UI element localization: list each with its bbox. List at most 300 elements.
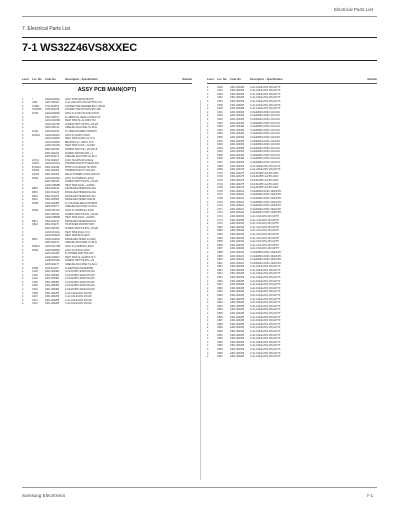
cell-code: 2401-000295 [230,304,245,308]
cell-desc: BRACKET-IC;-,SECC,T0.8 [65,140,94,144]
cell-loc: C602 [217,143,223,147]
cell-loc: C812 [217,265,223,269]
cell-desc: THERMISTOR-PTC;D0,20C [65,169,96,173]
cell-loc: C808 [217,250,223,254]
cell-loc: D861 [32,237,38,241]
cell-level: 2 [207,128,209,132]
cell-desc: ASSY-IC;JUNO,32,SUB,JUNO4 [65,111,99,115]
cell-level: 2 [22,209,24,212]
cell-code: 0402-001128 [45,191,59,195]
cell-level: 2 [207,96,209,100]
cell-loc: IC802 [32,266,39,270]
cell-desc: C-CERAMIC,DISC;1nF,10% [250,128,280,132]
cell-level: 2 [207,92,209,96]
cell-code: AA94-02380A [45,237,60,241]
cell-code: 2201-000466 [230,157,245,161]
column-divider [200,100,201,480]
cell-code: AA60-000705 [45,122,60,126]
cell-desc: C-AL;100uF,20%,16V,GP,TP [250,286,281,290]
cell-loc: C150 [32,280,38,284]
cell-desc: C-CERAMIC,DISC;1nF,10% [250,143,280,147]
cell-level: 2 [207,315,209,319]
cell-level: 2 [207,304,209,308]
cell-level: 2 [207,132,209,136]
cell-desc: C-AL;100uF,20%,16V,GP,TP [250,351,281,355]
cell-level: 2 [207,99,209,103]
cell-level: 2 [207,211,209,215]
cell-desc: C-FILM,MPF;1uF,5%,100V [250,179,279,183]
table-row [22,302,192,306]
cell-code: 2401-000295 [230,340,245,344]
cell-desc: DIODE-RECTIFIER;1A,600V [65,237,96,241]
cell-desc: SCREW-TAPTITE;RH,+,2S,M3 [65,212,99,216]
cell-desc: C-AL;100uF,20%,16V,GP,TP [250,329,281,333]
cell-level: 2 [207,121,209,125]
cell-desc: HEAT SINK;SL,AL,6063,T2.0 [65,119,97,123]
cell-level: 2 [22,129,24,133]
cell-code: 2201-000466 [230,117,245,121]
cell-desc: GREASE-SILICONE;YG-6111 [65,205,97,209]
cell-loc: C403 [217,117,223,121]
cell-level: 2 [22,291,24,295]
cell-loc: C837 [217,355,223,359]
cell-code: 2301-000275 [230,186,245,190]
cell-desc: C-AL;100uF,20%,16V,GP,TP [250,290,281,294]
cell-loc: C609 [217,168,223,172]
cell-code: 2401-000295 [230,319,245,323]
cell-code: 2401-000046 [230,229,245,233]
cell-level: 3 [22,144,24,148]
cell-loc: C802 [217,229,223,233]
cell-code: 2201-000221 [230,261,245,265]
cell-code: AA61-00179M [45,244,61,248]
cell-code: AA94-04933A [45,176,60,180]
column-header [207,78,377,84]
cell-desc: C-AL;100uF,20%,16V,GP,TP [250,340,281,344]
cell-desc: C-AL;100uF,20%,16V,GP,TP [250,283,281,287]
cell-level: 2 [207,168,209,172]
cell-loc: C301 [32,288,38,292]
cell-code: 2201-000221 [230,211,245,215]
cell-code: 2301-000275 [230,175,245,179]
parts-list-left [22,98,192,306]
cell-desc: ASSY-IC;COMPLEX,JUNO [65,176,94,180]
cell-desc: C-CERAMIC,DISC;1nF,10% [250,132,280,136]
cell-loc: C705 [217,186,223,190]
cell-code: 2401-000295 [230,337,245,341]
cell-level: 2 [22,173,24,177]
cell-desc: DIODE-RECTIFIER;RGL34G [65,187,97,191]
cell-level: 2 [207,340,209,344]
cell-loc: C811 [217,261,223,265]
cell-desc: IC-VIDEO/ICOMBO;TDA9376 [65,129,97,133]
cell-loc: C702 [217,175,223,179]
cell-loc: C835 [217,347,223,351]
cell-loc: C221 [217,89,223,93]
cell-desc: DIODE-RECTIFIER;1N4148 [65,198,96,202]
cell-level: 2 [207,290,209,294]
cell-loc: C401 [217,110,223,114]
cell-code: 2401-000046 [230,232,245,236]
cell-loc: IC805 [32,201,39,205]
cell-desc: C-AL;100uF,20%,16V,GP,TP [250,344,281,348]
cell-level: 3 [22,241,24,245]
cell-code: 1203-001288 [45,252,60,256]
cell-code: 2201-000466 [230,153,245,157]
cell-desc: HEAT SINK;DG2L,T2.0 [65,230,90,234]
cell-desc: C-CERAMIC,DISC;100pF,5% [250,207,282,211]
cell-loc: C502 [217,125,223,129]
cell-level: 2 [207,200,209,204]
cell-code: AA60-00010S [45,259,60,263]
cell-desc: C-CERAMIC,DISC;100pF,5% [250,204,282,208]
cell-level: 2 [207,261,209,265]
cell-level: 2 [207,286,209,290]
cell-loc: C833 [217,340,223,344]
cell-desc: C-AL;220uF,20%,16V,GP,TP [250,164,281,168]
cell-code: 2401-000295 [45,298,60,302]
cell-level: 2 [207,85,209,89]
cell-code: AA60-00010S [45,144,60,148]
cell-loc: IC803 [32,209,39,212]
cell-desc: CONNECTOR-HEADER;BOX,10P,1R [65,104,106,108]
cell-code: AA60-00859B [45,216,60,220]
cell-desc: C-CERAMIC,DISC;1nF,10% [250,117,280,121]
cell-desc: SCREW-TAPTITE;RH,+,2S,M3 [65,122,99,126]
cell-level: 3 [22,115,24,119]
footer-rule [22,487,377,488]
cell-loc: C305 [217,103,223,107]
cell-code: 2401-000295 [230,326,245,330]
cell-desc: C-AL;100uF,20%,16V,GP,TP [250,315,281,319]
cell-desc: DIODE-RECTIFIER;RGL34G [65,191,97,195]
parts-list-right [207,86,377,359]
cell-code: 2201-000466 [230,125,245,129]
page-title: 7-1 WS32Z46VS8XXEC [22,42,138,54]
cell-desc: SCREW-TAPTITE;RH,+,2S,M3 [65,180,99,184]
cell-code: 2301-000380 [45,277,60,281]
cell-desc: C-AL;100uF,20%,16V,GP,TP [250,103,281,107]
cell-level: 3 [22,226,24,230]
cell-desc: C-AL;100uF,20%,16V,GP,TP [250,304,281,308]
cell-loc: C707 [217,193,223,197]
cell-desc: C-AL;47uF,20%,16V,GP,TP [250,222,279,226]
cell-code: AA94-05210C [45,209,61,212]
cell-desc: C-AL;100uF,20%,16V,GP,TP [250,347,281,351]
cell-level: 3 [22,252,24,256]
cell-code: 2401-000046 [230,218,245,222]
cell-level: 2 [207,103,209,107]
cell-loc: C206 [32,291,38,295]
cell-loc: C122 [32,277,38,281]
cell-level: 2 [207,351,209,355]
cell-loc: C820 [217,294,223,298]
cell-desc: ASSY-IC;COMPLEX,JUNO [65,244,94,248]
cell-code: 2401-000046 [230,247,245,251]
cell-level: 2 [22,194,24,198]
col-loc-header: Loc. No. [32,78,43,81]
cell-loc: C709 [217,200,223,204]
cell-loc: IC401 [32,129,39,133]
cell-level: 2 [22,187,24,191]
cell-code: AA62-000917 [45,255,60,259]
cell-level: 2 [207,250,209,254]
cell-code: AA94-04908A [45,111,60,115]
cell-desc: SCREW-TAPPING;RH,+,1 [65,151,94,155]
cell-code: 3708-000378 [45,108,60,112]
cell-loc: PS810 [32,169,40,173]
cell-desc: C-AL;100uF,20%,16V,GP [65,291,92,295]
cell-loc: C810 [217,258,223,262]
cell-code: 2401-000295 [230,92,245,96]
cell-level: 2 [22,284,24,288]
cell-desc: TR-POWER;2SC5387,NPN [65,223,95,227]
cell-loc: D814 [32,219,38,223]
cell-desc: C-AL;100uF,20%,16V,GP [65,295,92,299]
cell-desc: DIODE-RECTIFIER;RGP10J [65,219,96,223]
cell-level: 2 [22,104,24,108]
cell-code: AA61-01995A [45,140,60,144]
cell-code: 2401-000295 [230,308,245,312]
cell-code: 2201-000221 [230,207,245,211]
cell-level: 3 [22,205,24,209]
col-desc-header: Description ; Specification [65,78,98,81]
cell-desc: C-CERAMIC,DISC;1nF,10% [250,135,280,139]
cell-code: 2401-000295 [230,89,245,93]
cell-desc: ASSY-IC;AUDIO,JUNO [65,133,90,137]
cell-code: 2401-000046 [230,225,245,229]
cell-code: 2401-000023 [45,101,60,105]
cell-level: 2 [207,114,209,118]
col-level-header: Level [22,78,29,81]
cell-desc: C-AL;100uF,20%,16V,GP,TP [250,308,281,312]
cell-desc: C-AL;100uF,20%,16V,GP,TP [250,96,281,100]
cell-level: 2 [207,312,209,315]
cell-code: 2201-000466 [230,135,245,139]
cell-level: 3 [22,183,24,187]
cell-loc: C807 [217,247,223,251]
cell-remark [364,355,377,359]
cell-code: AA94-00294A [45,97,60,101]
cell-level: 2 [207,204,209,208]
cell-level: 2 [22,108,24,112]
cell-code: 2401-000295 [230,329,245,333]
cell-loc: C828 [217,322,223,326]
cell-level: 2 [22,158,24,162]
cell-desc: C-AL;100uF,20%,16V,GP,TP [250,301,281,305]
cell-loc: C105 [32,270,38,274]
cell-code: 0402-001128 [45,187,59,191]
cell-code: 2301-000275 [230,182,245,186]
cell-loc: CON815 [32,108,42,112]
cell-loc: C804 [217,236,223,240]
cell-loc: C714 [217,218,223,222]
cell-desc: C-AL;100uF,20%,16V,GP,TP [250,337,281,341]
cell-code: 2201-000466 [230,114,245,118]
cell-level: 2 [207,279,209,283]
cell-level: 2 [207,229,209,233]
cell-code: 0205-001175 [45,262,59,266]
header-rule [22,16,377,17]
cell-level: 2 [207,214,209,218]
cell-level: 2 [207,125,209,129]
cell-code: 2301-000275 [230,179,245,183]
cell-code: 0402-000565 [45,198,60,202]
cell-code: 2401-000295 [230,99,245,103]
cell-desc: C-CERAMIC,DISC;100pF,5% [250,200,282,204]
cell-level: 2 [207,179,209,183]
cell-desc: PHOTO-COUPLER;TR,150% [65,165,97,169]
cell-level: 2 [207,333,209,337]
cell-level: 2 [22,248,24,252]
cell-loc: * [32,97,33,101]
cell-loc: C603 [217,146,223,150]
cell-code: 2401-000295 [230,344,245,348]
cell-level: 2 [207,247,209,251]
cell-level: 2 [207,218,209,222]
cell-desc: GREASE-SILICONE;YG-6111 [65,262,97,266]
cell-code: 1205-004150 [45,129,60,133]
cell-loc: C816 [217,279,223,283]
cell-desc: HEAT SINK;BOX,DG2L [65,234,91,238]
col-desc-header: Description ; Specification [250,78,283,81]
cell-desc: C-FILM,MPF;100nF,5%,63V [65,273,95,277]
cell-loc: C834 [217,344,223,348]
cell-desc: C-AL;47uF,20%,16V,GP,TP [250,240,279,244]
cell-level: 2 [22,298,24,302]
cell-code: 2201-000221 [230,204,245,208]
cell-level: 3 [22,147,24,151]
cell-loc: C607 [217,161,223,165]
col-code-header: Code No. [45,78,57,81]
cell-code: 0402-001130 [45,219,59,223]
cell-desc: IC-VOLTAGE REG;KA278R33 [65,201,98,205]
cell-level: 2 [207,189,209,193]
cell-loc: Q1601 [32,173,40,177]
cell-level: 2 [22,219,24,223]
cell-level: 2 [22,176,24,180]
cell-level: 2 [207,186,209,190]
cell-code: AA94-04889A [45,248,60,252]
cell-loc: C821 [217,297,223,301]
cell-level: 3 [22,140,24,144]
col-level-header: Level [207,78,214,81]
cell-level: 2 [207,197,209,200]
cell-code: 2401-000295 [230,294,245,298]
cell-desc: C-AL;100uF,20%,16V,GP,TP [250,85,281,89]
cell-desc: GREASE-SILICONE;YG-6111 [65,155,97,159]
cell-loc: C604 [217,150,223,154]
cell-loc: C824 [217,308,223,312]
cell-level: 2 [207,283,209,287]
cell-desc: C-CERAMIC,DISC;100pF,5% [250,197,282,200]
cell-desc: C-AL;100uF,20%,16V,GP,TP [250,268,281,272]
cell-level: 2 [207,265,209,269]
cell-loc: C606 [217,157,223,161]
cell-loc: C710 [217,204,223,208]
cell-level: 2 [207,175,209,179]
cell-desc: C-AL;100uF,20%,16V,GP,TP [250,89,281,93]
cell-loc: C225 [217,92,223,96]
cell-code: 6002-001240 [45,151,60,155]
cell-level: 2 [207,110,209,114]
cell-level: 2 [207,222,209,226]
cell-loc: C819 [217,290,223,294]
cell-code: 2401-000076 [230,164,245,168]
cell-level: 3 [22,126,24,130]
cell-code: 2401-000046 [230,236,245,240]
cell-desc: C-AL;100uF,20%,16V,GP [65,298,92,302]
cell-desc: C-AL;100uF,20%,16V,GP,TP [250,294,281,298]
cell-desc: C-AL;47uF,20%,16V,GP,TP [250,214,279,218]
cell-desc: C-AL;100uF,20%,16V,GP,TP [250,265,281,269]
cell-code: 1203-002485 [45,201,60,205]
cell-loc: C712 [217,211,223,215]
cell-loc: C605 [217,153,223,157]
cell-loc: C120 [32,273,38,277]
cell-desc: C-AL;100uF,20%,16V,GP,TP [250,322,281,326]
cell-desc: C-AL;100uF,20%,16V,GP,TP [250,276,281,280]
cell-code: 2401-000295 [230,265,245,269]
cell-code: 2201-000466 [230,150,245,154]
cell-desc: IC-EEPROM;24C08,8KBIT [65,266,94,270]
cell-code: 0205-001175 [45,205,59,209]
cell-loc: C822 [217,301,223,305]
cell-desc: C-CERAMIC,DISC;1nF,10% [250,157,280,161]
cell-code: 0502-001176 [45,223,59,227]
cell-desc: C-FILM,MPF;1uF,5%,100V [250,182,279,186]
cell-code: 2401-000295 [230,96,245,100]
cell-loc: C505 [217,135,223,139]
col-remark-header: Remark [182,78,192,81]
header-section-label: Electrical Parts List [333,7,373,12]
cell-level: 3 [22,262,24,266]
cell-level: 2 [22,165,24,169]
cell-desc: SCREW-TAPTITE;RH,+,2S [65,259,95,263]
cell-code: 2201-000221 [230,200,245,204]
cell-desc: C-CERAMIC,DISC;1nF,10% [250,125,280,129]
cell-desc: C-AL;100uF,20%,16V,GP,TP [250,333,281,337]
cell-level: 2 [207,107,209,111]
cell-level: 2 [22,280,24,284]
cell-code: 2401-000295 [230,103,245,107]
cell-desc: HEAT SINK;DG2L,-,AL6063 [65,183,95,187]
cell-level: 2 [207,225,209,229]
cell-desc: C-CERAMIC,DISC;100pF,5% [250,189,282,193]
cell-loc: C608 [217,164,223,168]
cell-level: 2 [22,266,24,270]
cell-desc: C-AL;47uF,20%,16V,GP,TP [250,229,279,233]
cell-code: 2401-000295 [230,333,245,337]
cell-loc: C207 [32,295,38,299]
chapter-heading: 7. Electrical Parts List [22,26,71,32]
cell-desc: C-CERAMIC,DISC;100pF,5% [250,211,282,215]
cell-level: 2 [207,182,209,186]
cell-loc: C303 [217,99,223,103]
cell-desc: C-AL;47uF,20%,16V,GP,TP [250,218,279,222]
cell-code: 2301-000275 [230,171,245,175]
cell-level: 2 [22,277,24,281]
cell-desc: C-CERAMIC,DISC;1nF,10% [250,150,280,154]
cell-loc: D601 [32,198,38,202]
table-row [207,355,377,359]
cell-loc: C815 [217,276,223,280]
cell-desc: C-AL;100uF,20%,16V,GP,TP [250,92,281,96]
cell-loc: C306 [217,107,223,111]
cell-level: 2 [207,297,209,301]
cell-level: 3 [22,119,24,123]
cell-level: 2 [22,198,24,202]
